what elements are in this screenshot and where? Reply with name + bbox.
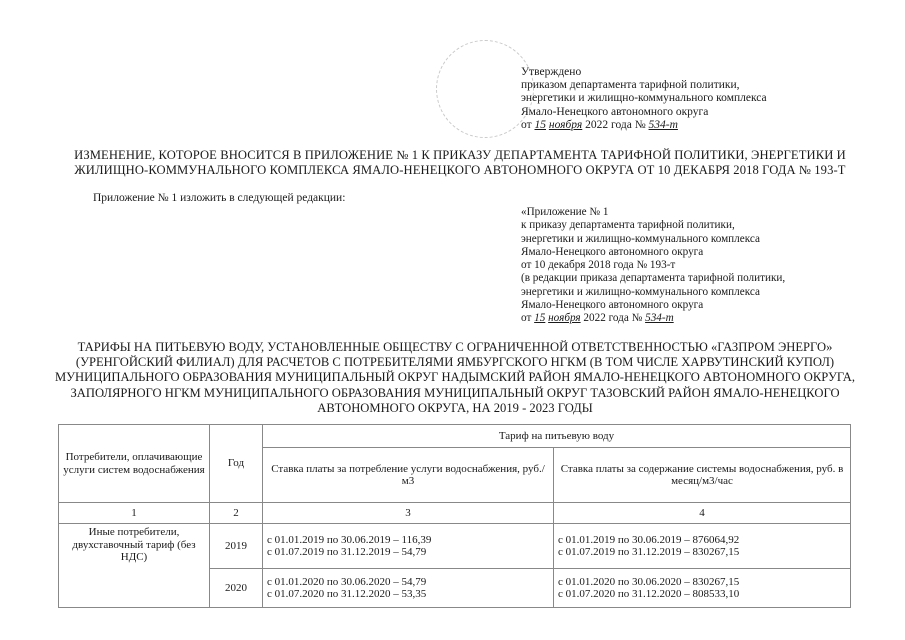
table-header-row bbox=[59, 425, 851, 448]
appendix-line: Ямало-Ненецкого автономного округа bbox=[521, 299, 704, 312]
appendix-order-number: 534-т bbox=[645, 312, 674, 325]
maintenance-period: с 01.01.2019 по 30.06.2019 – 876064,92 bbox=[558, 533, 740, 546]
maintenance-period: с 01.07.2019 по 31.12.2019 – 830267,15 bbox=[558, 546, 740, 558]
approval-block bbox=[521, 66, 821, 132]
appendix-date-suffix: 2022 года № bbox=[583, 312, 643, 325]
official-seal bbox=[436, 40, 534, 138]
appendix-line: от 10 декабря 2018 года № 193-т bbox=[521, 259, 676, 272]
year-cell: 2019 bbox=[210, 524, 263, 569]
tariff-title: ТАРИФЫ НА ПИТЬЕВУЮ ВОДУ, УСТАНОВЛЕННЫЕ ОБЩЕСТВУ С ОГРАНИЧЕННОЙ ОТВЕТСТВЕННОСТЬЮ «ГАЗПРОМ ЭНЕРГО» (УРЕНГОЙСКИЙ ФИЛИАЛ) ДЛЯ РАСЧЕТОВ С ПОТРЕБИТЕЛЯМИ ЯМБУРГСКОГО НГКМ (В ТОМ ЧИСЛЕ ХАРВУТИНСКИЙ КУПОЛ) МУНИЦИПАЛЬНОГО ОБРАЗОВАНИЯ МУНИЦИПАЛЬНЫЙ ОКРУГ НАДЫМСКИЙ РАЙОН ЯМАЛО-НЕНЕЦКОГО АВТОНОМНОГО ОКРУГА, ЗАПОЛЯРНОГО НГКМ МУНИЦИПАЛЬНОГО ОБРАЗОВАНИЯ МУНИЦИПАЛЬНЫЙ ОКРУГ ТАЗОВСКИЙ РАЙОН ЯМАЛО-НЕНЕЦКОГО АВТОНОМНОГО ОКРУГА, НА 2019 - 2023 ГОДЫ bbox=[54, 340, 856, 415]
approval-line: энергетики и жилищно-коммунального комплекса bbox=[521, 92, 767, 105]
approval-date-day: 15 bbox=[534, 118, 546, 131]
approval-date-line bbox=[521, 119, 821, 132]
consumption-period: с 01.01.2020 по 30.06.2020 – 54,79 bbox=[267, 575, 427, 588]
appendix-date-month: ноября bbox=[548, 312, 581, 325]
column-number: 2 bbox=[210, 503, 263, 524]
appendix-line: «Приложение № 1 bbox=[521, 206, 609, 218]
approval-date-suffix: 2022 года № bbox=[585, 118, 646, 131]
approval-line: Ямало-Ненецкого автономного округа bbox=[521, 105, 709, 118]
consumer-label: Иные потребители, двухставочный тариф (без НДС) bbox=[59, 524, 210, 608]
change-title: ИЗМЕНЕНИЕ, КОТОРОЕ ВНОСИТСЯ В ПРИЛОЖЕНИЕ № 1 К ПРИКАЗУ ДЕПАРТАМЕНТА ТАРИФНОЙ ПОЛИТИКИ, ЭНЕРГЕТИКИ И ЖИЛИЩНО-КОММУНАЛЬНОГО КОМПЛЕКСА ЯМАЛО-НЕНЕЦКОГО АВТОНОМНОГО ОКРУГА ОТ 10 ДЕКАБРЯ 2018 ГОДА № 193-Т bbox=[74, 148, 846, 177]
approval-line: приказом департамента тарифной политики, bbox=[521, 79, 740, 92]
tariff-table bbox=[58, 424, 851, 608]
appendix-line: к приказу департамента тарифной политики, bbox=[521, 219, 735, 232]
consumption-period: с 01.07.2020 по 31.12.2020 – 53,35 bbox=[267, 588, 427, 600]
consumption-cell bbox=[263, 524, 554, 569]
approval-date-prefix: от bbox=[521, 118, 532, 131]
table-row bbox=[59, 524, 851, 569]
approval-order-number: 534-т bbox=[648, 118, 678, 131]
appendix-date-prefix: от bbox=[521, 312, 532, 325]
header-rate-consumption: Ставка платы за потребление услуги водоснабжения, руб./м3 bbox=[263, 448, 554, 503]
appendix-date-line bbox=[521, 312, 851, 325]
approval-line: Утверждено bbox=[521, 66, 582, 78]
consumption-cell bbox=[263, 569, 554, 608]
header-group: Тариф на питьевую воду bbox=[263, 425, 851, 448]
intro-text: Приложение № 1 изложить в следующей редакции: bbox=[93, 192, 346, 204]
table-number-row bbox=[59, 503, 851, 524]
column-number: 3 bbox=[263, 503, 554, 524]
appendix-line: энергетики и жилищно-коммунального комплекса bbox=[521, 232, 760, 245]
maintenance-cell bbox=[554, 524, 851, 569]
appendix-line: Ямало-Ненецкого автономного округа bbox=[521, 245, 704, 258]
header-consumer: Потребители, оплачивающие услуги систем водоснабжения bbox=[59, 425, 210, 503]
appendix-block bbox=[521, 206, 851, 326]
maintenance-period: с 01.01.2020 по 30.06.2020 – 830267,15 bbox=[558, 575, 740, 588]
consumption-period: с 01.07.2019 по 31.12.2019 – 54,79 bbox=[267, 546, 427, 558]
column-number: 4 bbox=[554, 503, 851, 524]
appendix-date-day: 15 bbox=[534, 312, 546, 325]
year-cell: 2020 bbox=[210, 569, 263, 608]
header-year: Год bbox=[210, 425, 263, 503]
maintenance-period: с 01.07.2020 по 31.12.2020 – 808533,10 bbox=[558, 588, 740, 600]
appendix-line: энергетики и жилищно-коммунального комплекса bbox=[521, 285, 760, 298]
appendix-line: (в редакции приказа департамента тарифной политики, bbox=[521, 272, 786, 285]
column-number: 1 bbox=[59, 503, 210, 524]
maintenance-cell bbox=[554, 569, 851, 608]
header-rate-maintenance: Ставка платы за содержание системы водоснабжения, руб. в месяц/м3/час bbox=[554, 448, 851, 503]
approval-date-month: ноября bbox=[548, 118, 583, 131]
consumption-period: с 01.01.2019 по 30.06.2019 – 116,39 bbox=[267, 533, 432, 546]
